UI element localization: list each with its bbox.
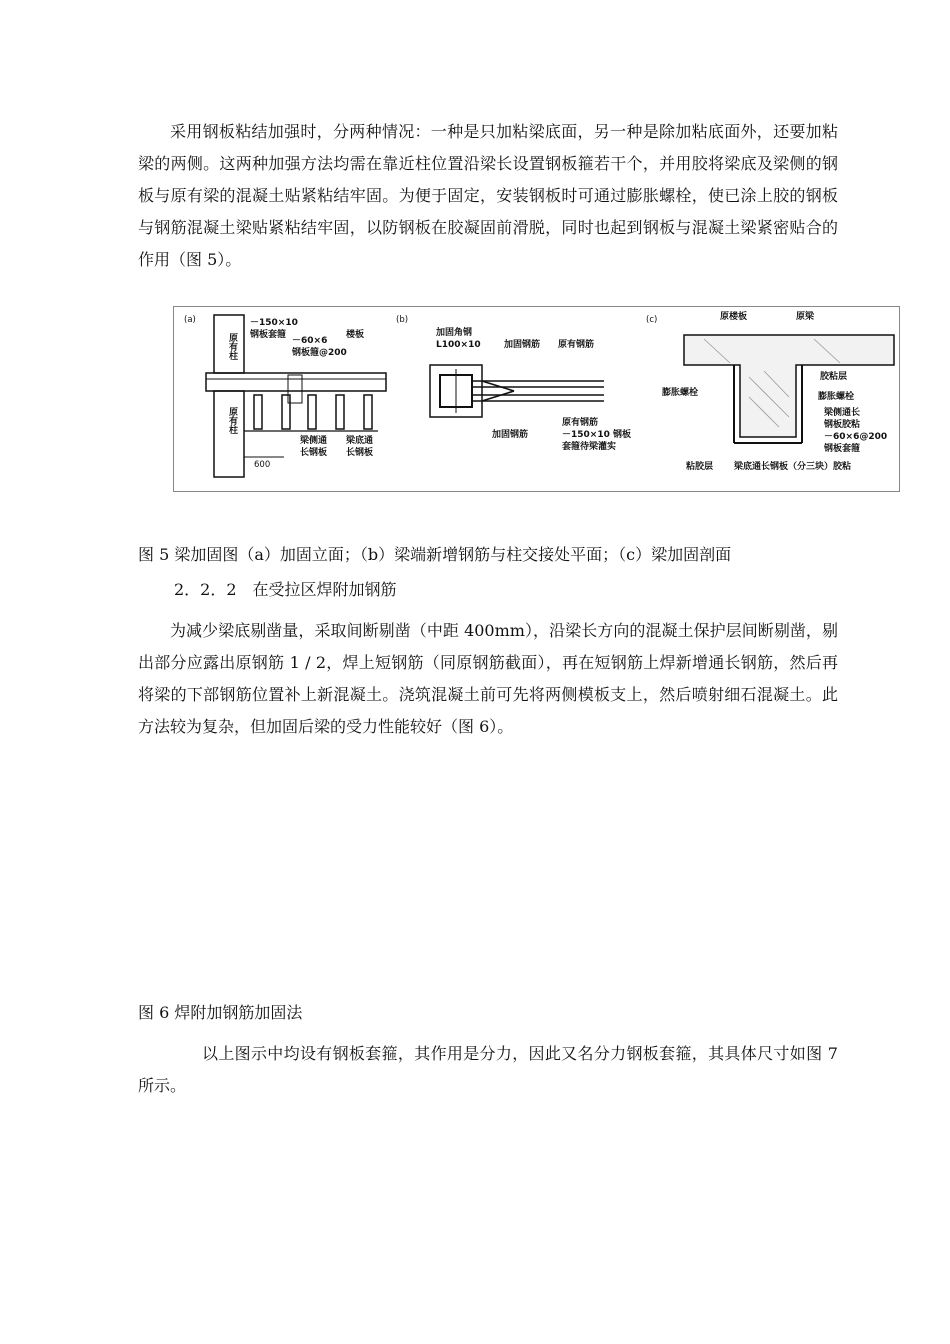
fig-b-rebars [472,381,604,401]
closing-paragraph: 以上图示中均设有钢板套箍，其作用是分力，因此又名分力钢板套箍，其具体尺寸如图 7 所示。 [138,1044,838,1095]
fig-a-slab-label: 楼板 [346,330,365,340]
fig-a-spec-label: －60×6 [292,336,328,346]
figure-6-caption: 图 6 焊附加钢筋加固法 [138,1003,303,1022]
section-heading: 2．2．2 在受拉区焊附加钢筋 [174,580,397,599]
fig-a-column-bottom [214,391,244,477]
fig-c-beam: 原梁 [796,312,815,322]
fig-b-angle-1: 加固角钢 [436,328,473,338]
fig-b-orig-rebar-b3: 套箍待梁灌实 [562,442,617,452]
fig-a-tag: (a) [184,315,196,325]
fig-b-orig-rebar-top: 原有钢筋 [558,340,595,350]
fig-c-bolt-left: 膨胀螺栓 [662,388,699,398]
fig-a-hoop-label: 钢板套箍 [250,330,287,340]
section-paragraph: 为减少梁底剔凿量，采取间断剔凿（中距 400mm），沿梁长方向的混凝土保护层间断剔凿，剔出部分应露出原钢筋 1 / 2，焊上短钢筋（同原钢筋截面），再在短钢筋上焊新增通长钢筋，然后再将梁的下部钢筋位置补上新混凝土。浇筑混凝土前可先将两侧模板支上，然后喷射细石混凝土。此方法较为复杂，但加固后梁的受力性能较好（图 6）。 [138,621,838,736]
fig-b-rebar-top: 加固钢筋 [504,340,541,350]
fig-a-hoops [254,395,372,429]
fig-b-orig-rebar-b1: 原有钢筋 [562,418,599,428]
fig-a-bottom-plate-2: 长钢板 [346,448,374,458]
intro-paragraph: 采用钢板粘结加强时，分两种情况：一种是只加粘梁底面，另一种是除加粘底面外，还要加粘梁的两侧。这两种加强方法均需在靠近柱位置沿梁长设置钢板箍若干个，并用胶将梁底及梁侧的钢板与原有梁的混凝土贴紧粘结牢固。为便于固定，安装钢板时可通过膨胀螺栓，使已涂上胶的钢板与钢筋混凝土梁贴紧粘结牢固，以防钢板在胶凝固前滑脱，同时也起到钢板与混凝土梁紧密贴合的作用（图 5）。 [138,122,838,269]
fig-c-side-2: 钢板胶粘 [824,420,861,430]
fig-c-glue-layer: 胶粘层 [820,372,848,382]
fig-c-tag: (c) [646,315,658,325]
fig-a-side-plate-2: 长钢板 [300,448,328,458]
fig-c-side-4: 钢板套箍 [824,444,861,454]
fig-b-tag: (b) [396,315,409,325]
fig-a-hoop-spacing: 钢板箍@200 [292,348,347,358]
fig-a-col-top-label: 原有柱 [227,333,237,360]
fig-c-side-3: －60×6@200 [824,432,888,442]
fig-c-bottom-plate: 梁底通长钢板（分三块）胶粘 [734,462,852,472]
fig-c-section [684,335,894,437]
fig-b-angle-2: L100×10 [436,340,481,350]
fig-c-glue-bottom: 粘胶层 [686,462,714,472]
fig-a-side-plate-1: 梁侧通 [300,436,328,446]
fig-c-bolt-right: 膨胀螺栓 [818,392,855,402]
fig-c-side-1: 梁侧通长 [824,408,861,418]
fig-b-rebar-bottom: 加固钢筋 [492,430,529,440]
fig-a-bottom-plate-1: 梁底通 [346,436,374,446]
fig-a-slab [206,373,386,391]
beam-reinforcement-diagram [174,307,901,493]
fig-a-plate-label: －150×10 [250,318,298,328]
fig-c-slab: 原楼板 [720,312,748,322]
fig-a-col-bottom-label: 原有柱 [227,407,237,434]
figure-5-drawing [173,306,900,492]
fig-a-dim-600: 600 [254,460,271,470]
fig-b-orig-rebar-b2: －150×10 钢板 [562,430,631,440]
figure-5-caption: 图 5 梁加固图（a）加固立面；（b）梁端新增钢筋与柱交接处平面；（c）梁加固剖面 [138,545,732,564]
